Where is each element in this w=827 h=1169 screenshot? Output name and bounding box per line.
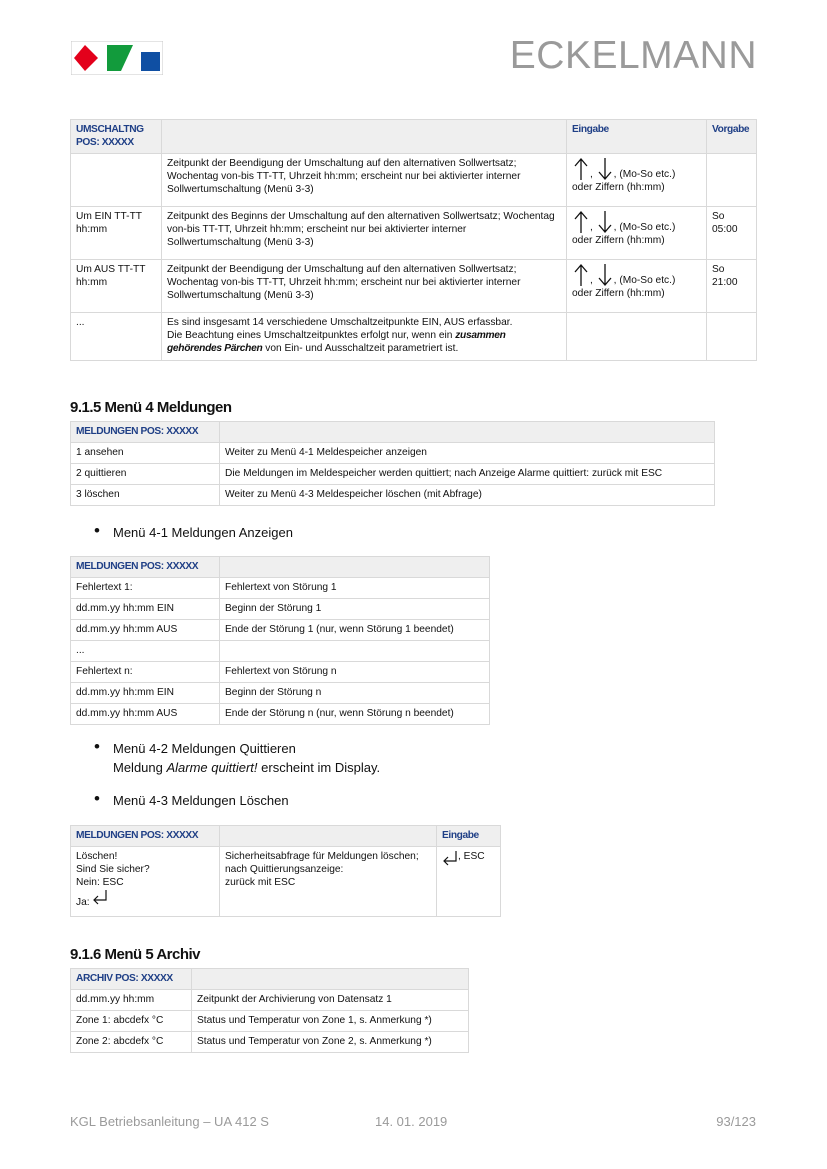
bullet-text: Menü 4-1 Meldungen Anzeigen [113,525,293,540]
table5-header: ARCHIV POS: XXXXX [71,969,192,990]
table1-r1-c2: Zeitpunkt der Beendigung der Umschaltung auf den alternativen Sollwertsatz; Wochentag von-bis TT-TT, Uhrzeit hh:mm; erscheint nur bei aktivierter interner Sollwertumschaltung (Menü 3-3) [162,154,567,207]
table1-last-emphasis: zusammen gehörendes Pärchen [167,330,506,354]
table1-r1-c3c: oder Ziffern (hh:mm) [572,182,665,193]
table4-c1a: Löschen! [76,851,118,862]
table3-r1-c2: Fehlertext von Störung 1 [220,578,490,599]
table5-r1-c2: Zeitpunkt der Archivierung von Datensatz 1 [192,990,469,1011]
down-arrow-icon [596,210,614,234]
table4-c3: , ESC [458,851,485,862]
umschaltung-table [70,119,757,361]
table1-r2-c4: So 05:00 [707,207,757,260]
table1-r1-sep: , [590,169,596,180]
table1-r1-c4 [707,154,757,207]
logo-green-shape [107,45,133,71]
table3-r4-c2 [220,641,490,662]
bullet2-line2a: Meldung [113,760,167,775]
section-title-meldungen: 9.1.5 Menü 4 Meldungen [70,399,232,416]
table-row [71,313,757,361]
bullet-text: Menü 4-2 Meldungen Quittieren [113,741,296,756]
bullet2-line2c: erscheint im Display. [257,760,381,775]
enter-key-icon [92,889,108,905]
table4-header-3: Eingabe [437,826,501,847]
table-row [71,464,715,485]
table-row [71,485,715,506]
table5-r3-c1: Zone 2: abcdefx °C [71,1032,192,1053]
table3-r7-c2: Ende der Störung n (nur, wenn Störung n beendet) [220,704,490,725]
table1-header-1: UMSCHALTNG POS: XXXXX [71,120,162,154]
logo-red-diamond [74,45,98,71]
table3-r2-c1: dd.mm.yy hh:mm EIN [71,599,220,620]
table2-header: MELDUNGEN POS: XXXXX [71,422,220,443]
table4-c2c: zurück mit ESC [225,877,296,888]
table1-r2-sep: , [590,222,596,233]
table3-r5-c2: Fehlertext von Störung n [220,662,490,683]
meldungen-menu-table [70,421,715,506]
table5-r1-c1: dd.mm.yy hh:mm [71,990,192,1011]
table3-r4-c1: ... [71,641,220,662]
bullet-text: Menü 4-3 Meldungen Löschen [113,793,289,808]
table2-r2-c2: Die Meldungen im Meldespeicher werden quittiert; nach Anzeige Alarme quittiert: zurück mit ESC [220,464,715,485]
table3-r1-c1: Fehlertext 1: [71,578,220,599]
table1-last-line1: Es sind insgesamt 14 verschiedene Umschaltzeitpunkte EIN, AUS erfassbar. [167,317,513,328]
table4-c2a: Sicherheitsabfrage für Meldungen löschen; [225,851,419,862]
table-row [71,704,490,725]
table-row [71,260,757,313]
table-row [71,443,715,464]
table2-r2-c1: 2 quittieren [71,464,220,485]
table-row [71,662,490,683]
table-row [71,599,490,620]
table1-r1-c3b: , (Mo-So etc.) [613,169,676,180]
table-row [71,1011,469,1032]
meldungen-anzeigen-table [70,556,490,725]
table4-c2b: nach Quittierungsanzeige: [225,864,344,875]
table-row [71,620,490,641]
table1-r3-c3c: oder Ziffern (hh:mm) [572,288,665,299]
table1-r2-c2: Zeitpunkt des Beginns der Umschaltung auf den alternativen Sollwertsatz; Wochentag von-bis TT-TT, Uhrzeit hh:mm; erscheint nur bei aktivierter interner Sollwertumschaltung (Menü 3-3) [162,207,567,260]
table1-r2-c3b: , (Mo-So etc.) [613,222,676,233]
logo-blue-square [141,52,160,71]
meldungen-loeschen-table [70,825,501,917]
table1-last-line2-end: von Ein- und Ausschaltzeit parametriert ist. [262,343,459,354]
table1-r4-c1: ... [71,313,162,361]
footer-title: KGL Betriebsanleitung – UA 412 S [70,1114,269,1129]
bullet-dot-icon: • [94,521,100,540]
table-row [71,578,490,599]
down-arrow-icon [596,263,614,287]
footer-date: 14. 01. 2019 [375,1114,448,1129]
table4-c1d: Ja: [76,897,93,908]
section-title-archiv: 9.1.6 Menü 5 Archiv [70,946,200,963]
table3-r2-c2: Beginn der Störung 1 [220,599,490,620]
table4-c1c: Nein: ESC [76,877,124,888]
table1-r1-c1 [71,154,162,207]
bullet-dot-icon: • [94,789,100,808]
archiv-table [70,968,469,1053]
table1-r3-c3b: , (Mo-So etc.) [613,275,676,286]
table1-last-line2: Die Beachtung eines Umschaltzeitpunktes erfolgt nur, wenn ein [167,330,456,341]
table4-c1b: Sind Sie sicher? [76,864,150,875]
up-arrow-icon [572,157,590,181]
table-row [71,990,469,1011]
table5-r2-c2: Status und Temperatur von Zone 1, s. Anmerkung *) [192,1011,469,1032]
eckelmann-logo [71,41,163,75]
brand-name: ECKELMANN [509,34,757,77]
table5-r3-c2: Status und Temperatur von Zone 2, s. Anmerkung *) [192,1032,469,1053]
table-row [71,641,490,662]
table1-header-2 [162,120,567,154]
table1-r2-c3c: oder Ziffern (hh:mm) [572,235,665,246]
table4-header-1: MELDUNGEN POS: XXXXX [71,826,220,847]
table2-r3-c1: 3 löschen [71,485,220,506]
footer-page-number: 93/123 [716,1114,756,1129]
table3-r6-c2: Beginn der Störung n [220,683,490,704]
table1-r3-sep: , [590,275,596,286]
table1-r3-c2: Zeitpunkt der Beendigung der Umschaltung auf den alternativen Sollwertsatz; Wochentag von-bis TT-TT, Uhrzeit hh:mm; erscheint nur bei aktivierter interner Sollwertumschaltung (Menü 3-3) [162,260,567,313]
table-row [71,847,501,917]
table-row [71,1032,469,1053]
table1-r2-c1: Um EIN TT-TT hh:mm [71,207,162,260]
table3-r7-c1: dd.mm.yy hh:mm AUS [71,704,220,725]
table1-header-3: Eingabe [567,120,707,154]
table3-r6-c1: dd.mm.yy hh:mm EIN [71,683,220,704]
bullet2-line2b: Alarme quittiert! [166,760,258,775]
table-row [71,683,490,704]
table3-r5-c1: Fehlertext n: [71,662,220,683]
table-row [71,207,757,260]
table1-r3-c4: So 21:00 [707,260,757,313]
table1-r3-c1: Um AUS TT-TT hh:mm [71,260,162,313]
table2-r1-c1: 1 ansehen [71,443,220,464]
down-arrow-icon [596,157,614,181]
table2-r3-c2: Weiter zu Menü 4-3 Meldespeicher löschen (mit Abfrage) [220,485,715,506]
table3-header: MELDUNGEN POS: XXXXX [71,557,220,578]
table-row [71,154,757,207]
bullet-dot-icon: • [94,737,100,756]
table3-r3-c2: Ende der Störung 1 (nur, wenn Störung 1 beendet) [220,620,490,641]
enter-key-icon [442,850,458,866]
up-arrow-icon [572,263,590,287]
table3-r3-c1: dd.mm.yy hh:mm AUS [71,620,220,641]
table5-r2-c1: Zone 1: abcdefx °C [71,1011,192,1032]
table2-r1-c2: Weiter zu Menü 4-1 Meldespeicher anzeigen [220,443,715,464]
up-arrow-icon [572,210,590,234]
table1-header-4: Vorgabe [707,120,757,154]
